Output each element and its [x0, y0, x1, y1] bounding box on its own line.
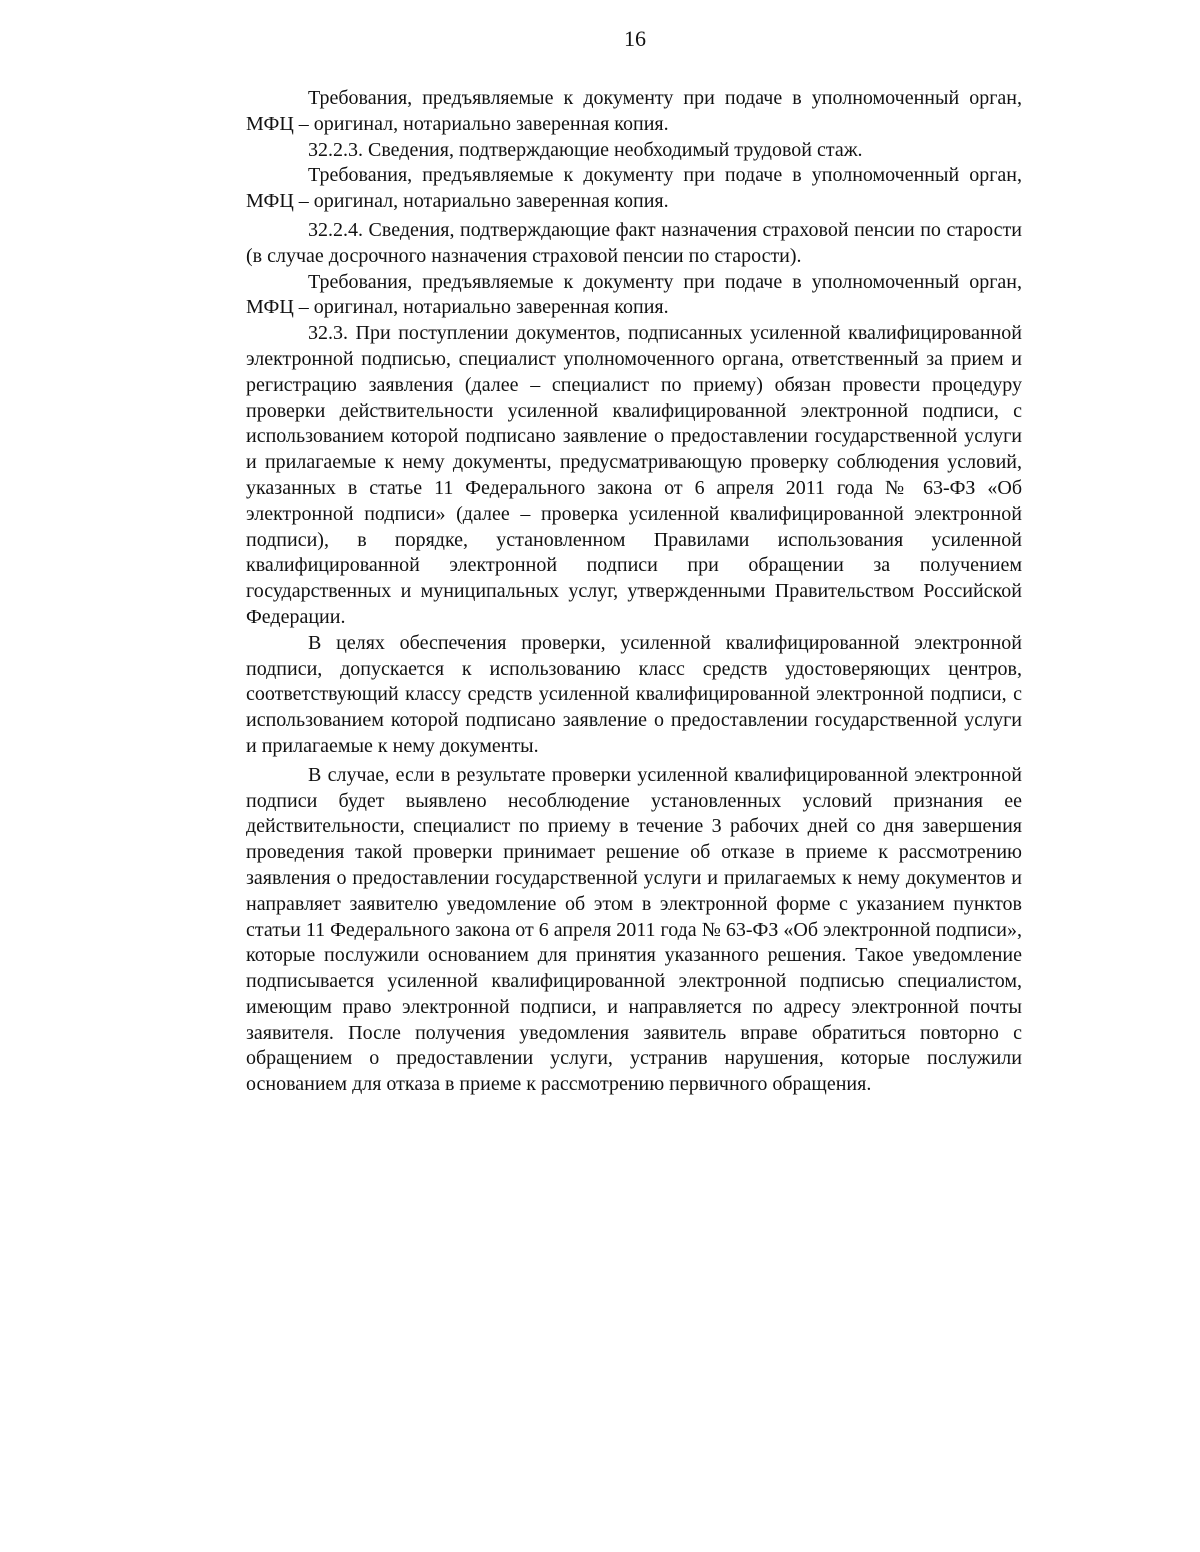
paragraph-32-2-4: 32.2.4. Сведения, подтверждающие факт назначения страховой пенсии по старости (в случае досрочного назначения страховой пенсии по старости). [246, 218, 1022, 267]
paragraph-requirements-3: Требования, предъявляемые к документу при подаче в уполномоченный орган, МФЦ – оригинал, нотариально заверенная копия. [246, 270, 1022, 319]
paragraph-32-2-3: 32.2.3. Сведения, подтверждающие необходимый трудовой стаж. [308, 138, 863, 161]
page-number: 16 [624, 26, 646, 51]
paragraph-verification-purpose: В целях обеспечения проверки, усиленной квалифицированной электронной подписи, допускается к использованию класс средств удостоверяющих центров, соответствующий классу средств усиленной квалифицированной электронной подписи, с использованием которой подписано заявление о предоставлении государственной услуги и прилагаемые к нему документы. [246, 631, 1022, 757]
paragraph-verification-failure: В случае, если в результате проверки усиленной квалифицированной электронной подписи будет выявлено несоблюдение установленных условий признания ее действительности, специалист по приему в течение 3 рабочих дней со дня завершения проведения такой проверки принимает решение об отказе в приеме к рассмотрению заявления о предоставлении государственной услуги и прилагаемых к нему документов и направляет заявителю уведомление об этом в электронной форме с указанием пунктов статьи 11 Федерального закона от 6 апреля 2011 года № 63-ФЗ «Об электронной подписи», которые послужили основанием для принятия указанного решения. Такое уведомление подписывается усиленной квалифицированной электронной подписью специалистом, имеющим право электронной подписи, и направляется по адресу электронной почты заявителя. После получения уведомления заявитель вправе обратиться повторно с обращением о предоставлении услуги, устранив нарушения, которые послужили основанием для отказа в приеме к рассмотрению первичного обращения. [246, 763, 1022, 1096]
document-body [246, 86, 1022, 1098]
paragraph-requirements-1: Требования, предъявляемые к документу при подаче в уполномоченный орган, МФЦ – оригинал, нотариально заверенная копия. [246, 87, 1022, 135]
paragraph-32-3: 32.3. При поступлении документов, подписанных усиленной квалифицированной электронной подписью, специалист уполномоченного органа, ответственный за прием и регистрацию заявления (далее – специалист по приему) обязан провести процедуру проверки действительности усиленной квалифицированной электронной подписи, с использованием которой подписано заявление о предоставлении государственной услуги и прилагаемые к нему документы, предусматривающую проверку соблюдения условий, указанных в статье 11 Федерального закона от 6 апреля 2011 года № 63-ФЗ «Об электронной подписи» (далее – проверка усиленной квалифицированной электронной подписи), в порядке, установленном Правилами использования усиленной квалифицированной электронной подписи при обращении за получением государственных и муниципальных услуг, утвержденными Правительством Российской Федерации. [246, 322, 1022, 628]
paragraph-requirements-2: Требования, предъявляемые к документу при подаче в уполномоченный орган, МФЦ – оригинал, нотариально заверенная копия. [246, 164, 1022, 213]
